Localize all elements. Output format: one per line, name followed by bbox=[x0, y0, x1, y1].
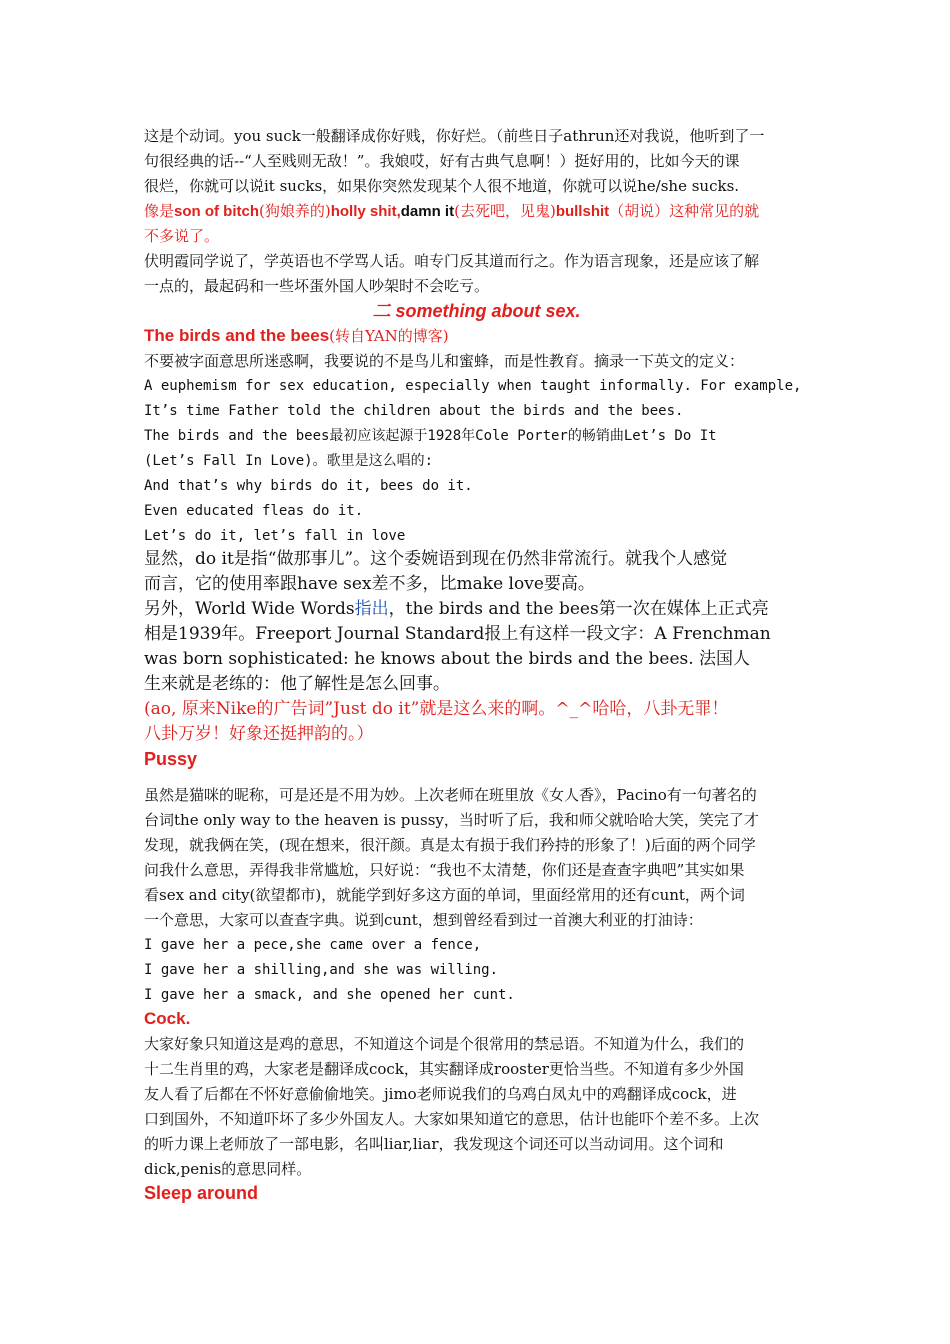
pointed-out-link[interactable]: 指出 bbox=[354, 599, 389, 619]
poem-line: I gave her a pece,she came over a fence, bbox=[144, 937, 482, 953]
poem-line: I gave her a smack, and she opened her cunt. bbox=[144, 987, 515, 1003]
text-line: 生来就是老练的：他了解性是怎么回事。 bbox=[144, 674, 450, 694]
text-line: It’s time Father told the children about the birds and the bees. bbox=[144, 403, 684, 419]
heading-note: (转自YAN的博客) bbox=[329, 327, 449, 345]
song-line: And that’s why birds do it, bees do it. bbox=[144, 478, 473, 494]
text-run: (去死吧，见鬼) bbox=[454, 202, 556, 220]
curse-words-line bbox=[144, 201, 759, 222]
text-line: 十二生肖里的鸡，大家老是翻译成cock，其实翻译成rooster更恰当些。不知道有多少外国 bbox=[144, 1060, 744, 1078]
text-line: 一点的，最起码和一些坏蛋外国人吵架时不会吃亏。 bbox=[144, 277, 490, 295]
text-line: The birds and the bees最初应该起源于1928年Cole Porter的畅销曲Let’s Do It bbox=[144, 428, 717, 444]
heading-text: The birds and the bees bbox=[144, 326, 330, 345]
text-line: 友人看了后都在不怀好意偷偷地笑。jimo老师说我们的乌鸡白凤丸中的鸡翻译成cock，进 bbox=[144, 1085, 737, 1103]
text-line: 不多说了。 bbox=[144, 227, 220, 245]
term-holly-shit: holly shit, bbox=[330, 203, 401, 220]
text-line: 台词the only way to the heaven is pussy，当时听了后，我和师父就哈哈大笑，笑完了才 bbox=[144, 811, 759, 829]
text-line: 伏明霞同学说了，学英语也不学骂人话。咱专门反其道而行之。作为语言现象，还是应该了解 bbox=[144, 252, 760, 270]
text-line: 句很经典的话--“人至贱则无敌！”。我娘哎，好有古典气息啊！）挺好用的，比如今天的课 bbox=[144, 152, 740, 170]
text-line: 大家好象只知道这是鸡的意思，不知道这个词是个很常用的禁忌语。不知道为什么，我们的 bbox=[144, 1035, 745, 1053]
text-line: 这是个动词。you suck一般翻译成你好贱，你好烂。（前些日子athrun还对我说，他听到了一 bbox=[144, 127, 765, 145]
note-line: (ao, 原来Nike的广告词”Just do it”就是这么来的啊。^_^哈哈，八卦无罪！ bbox=[144, 699, 729, 719]
text-line: 的听力课上老师放了一部电影，名叫liar,liar，我发现这个词还可以当动词用。这个词和 bbox=[144, 1135, 724, 1153]
song-line: Let’s do it, let’s fall in love bbox=[144, 528, 406, 544]
text-run: ，the birds and the bees第一次在媒体上正式亮 bbox=[388, 599, 769, 619]
text-line: dick,penis的意思同样。 bbox=[144, 1160, 312, 1178]
text-line: 一个意思，大家可以查查字典。说到cunt，想到曾经看到过一首澳大利亚的打油诗： bbox=[144, 911, 703, 929]
text-line: 显然，do it是指“做那事儿”。这个委婉语到现在仍然非常流行。就我个人感觉 bbox=[144, 549, 728, 569]
term-bullshit: bullshit bbox=[555, 203, 610, 220]
text-line: 虽然是猫咪的昵称，可是还是不用为妙。上次老师在班里放《女人香》，Pacino有一句著名的 bbox=[144, 786, 757, 804]
term-damn-it: damn it bbox=[400, 203, 455, 220]
text-line: A euphemism for sex education, especially when taught informally. For example, bbox=[144, 378, 802, 394]
text-line: (Let’s Fall In Love)。歌里是这么唱的: bbox=[144, 453, 434, 469]
text-line: was born sophisticated: he knows about the birds and the bees. 法国人 bbox=[144, 649, 751, 669]
text-line: 相是1939年。Freeport Journal Standard报上有这样一段文字：A Frenchman bbox=[144, 624, 771, 644]
text-line: 很烂，你就可以说it sucks，如果你突然发现某个人很不地道，你就可以说he/she sucks. bbox=[144, 177, 740, 195]
term-son-of-bitch: son of bitch bbox=[174, 203, 260, 220]
pussy-heading: Pussy bbox=[144, 749, 198, 769]
text-line: 口到国外，不知道吓坏了多少外国友人。大家如果知道它的意思，估计也能吓个差不多。上次 bbox=[144, 1110, 760, 1128]
text-line: 问我什么意思，弄得我非常尴尬，只好说：“我也不太清楚，你们还是查查字典吧”其实如果 bbox=[144, 861, 745, 879]
text-run: 另外，World Wide Words bbox=[144, 599, 355, 619]
birds-heading bbox=[144, 326, 449, 346]
text-line: 发现，就我俩在笑，(现在想来，很汗颜。真是太有损于我们矜持的形象了！)后面的两个同学 bbox=[144, 836, 756, 854]
cock-heading: Cock. bbox=[144, 1009, 191, 1028]
song-line: Even educated fleas do it. bbox=[144, 503, 364, 519]
text-run: （胡说）这种常见的就 bbox=[609, 202, 760, 220]
text-line: 看sex and city(欲望都市)，就能学到好多这方面的单词，里面经常用的还有cunt，两个词 bbox=[144, 886, 745, 904]
www-line bbox=[144, 599, 769, 619]
text-run: 像是 bbox=[144, 202, 175, 220]
section-title: 二 something about sex. bbox=[372, 301, 581, 321]
text-line: 不要被字面意思所迷惑啊，我要说的不是鸟儿和蜜蜂，而是性教育。摘录一下英文的定义： bbox=[144, 352, 745, 370]
text-line: 而言，它的使用率跟have sex差不多，比make love要高。 bbox=[144, 574, 595, 594]
sleep-around-heading: Sleep around bbox=[144, 1183, 259, 1203]
poem-line: I gave her a shilling,and she was willing. bbox=[144, 962, 499, 978]
text-run: (狗娘养的) bbox=[259, 202, 331, 220]
note-line: 八卦万岁！好象还挺押韵的。） bbox=[144, 724, 374, 744]
